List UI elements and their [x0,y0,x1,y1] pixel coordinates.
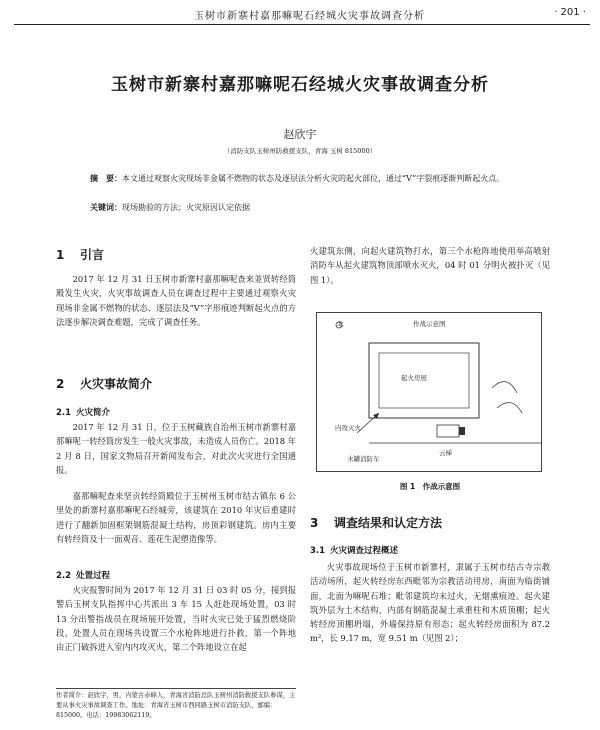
author-name: 赵欣宇 [283,128,317,141]
water-spray-arc [492,382,517,393]
author-footnote: 作者简介：赵欣宇，男，内蒙古赤峰人，青海省消防总队玉树州消防救援支队参谋，主要从事火灾事故调查工作。地址：青海省玉树市西同路玉树市消防支队，邮编：815000。电话：19983062119。 [56,688,296,721]
section-1-paragraph: 2017 年 12 月 31 日玉树市新寨村嘉那嘛呢查来並贤转经筒殿发生火灾，火灾事故调查人员在调查过程中主要通过观察火灾现场非金属不燃物的状态、逐层法及“V”字形痕迹判断起火点的方法逐步解决调查难题，完成了调查任务。 [56,274,296,327]
running-title: 玉树市新寨村嘉那嘛呢石经城火灾事故调查分析 [194,11,425,22]
section-2-heading [56,375,296,392]
subsection-title: 火灾调查过程概述 [330,546,399,556]
section-title: 调查结果和认定方法 [334,516,443,530]
section-2-1-paragraph-1: 2017 年 12 月 31 日，位于玉树藏族自治州玉树市新寨村嘉那嘛呢一转经筒房发生一般火灾事故，未造成人员伤亡。2018 年 2 月 8 日，国家文物局召开新闻发布会，对此次火灾进行全国通报。 [56,422,296,475]
abstract [90,172,540,185]
section-3-1-paragraph: 火灾事故现场位于玉树市新寨村，隶属于玉树市结古寺宗教活动场所，起火转经房东西毗邻为宗教活动用房，南面为临街铺面，北面为嘛呢石堆；毗邻建筑均未过火，无烟熏痕迹。起火建筑外层为土木结构，内部有钢筋混凝土承重柱和木质顶棚；起火转经房顶棚坍塌，外墙保持原有形态；起火转经房面积为 87.2 m²，长 9.17 m，宽 9.51 m（见图 2）； [310,562,550,644]
ladder-truck [437,425,459,437]
section-2-2-paragraph: 火灾报警时间为 2017 年 12 月 31 日 03 时 05 分，接到报警后玉树支队指挥中心共派出 3 车 15 人赶赴现场处置，03 时 13 分出警指战员在现场展开处置，当时火灾已处于猛烈燃烧阶段。处置人员在现场共设置三个水枪阵地进行扑救，第一个阵地由正门破拆进入室内内攻灭火，第二个阵地设立在起 [56,585,296,653]
section-2-2-heading [56,569,296,581]
section-2-1-heading [56,406,296,418]
section-number: 1 [56,248,65,262]
water-spray-arc [497,403,522,413]
subsection-number: 2.1 [56,408,72,418]
section-title: 火灾事故简介 [80,377,153,391]
figure-1-caption: 图 1 作战示意图 [399,482,461,491]
running-header [14,4,590,25]
section-3-1-heading [310,544,550,556]
diagram-label: 作战示意图 [413,320,446,328]
keywords [90,202,540,213]
section-number: 2 [56,377,65,391]
keywords-label: 关键词： [90,203,122,212]
building-label: 起火房屋 [401,374,427,382]
subsection-title: 处置过程 [76,571,111,581]
subsection-number: 3.1 [310,546,326,556]
section-3-heading [310,514,550,531]
section-number: 3 [310,516,319,530]
keywords-text: 现场勘验的方法；火灾原因认定依据 [122,203,250,212]
page-number: · 201 · [554,7,586,18]
ladder-label: 云梯 [439,449,452,457]
article-title: 玉树市新寨村嘉那嘛呢石经城火灾事故调查分析 [111,75,489,95]
station-label: 水罐消防车 [347,455,380,463]
abstract-text: 本文通过观察火灾现场非金属不燃物的状态及逐层法分析火灾的起火部位，通过“V”字裂痕逐渐判断起火点。 [122,174,505,183]
attack-label: 内攻灭火 [335,424,361,432]
subsection-number: 2.2 [56,571,72,581]
section-2-2-continued: 火建筑东侧，向起火建筑物打水，第三个水枪阵地使用举高喷射消防车从起火建筑物顶部喷水灭火，04 时 01 分明火被扑灭（见图 1）。 [310,246,550,285]
figure-1-drawing [317,313,541,471]
author-affiliation: （消防支队玉树州防救援支队，青海 玉树 815000） [223,147,377,155]
subsection-title: 火灾简介 [76,408,111,418]
abstract-label: 摘 要： [90,174,122,183]
figure-1-diagram [316,312,542,472]
section-2-1-paragraph-2: 嘉那嘛呢查来坚贡转经筒殿位于玉树州玉树市结古镇东 6 公里处的新寨村嘉那嘛呢石经城旁，该建筑在 2010 年灾后重建时进行了翻新加固框架钢筋混凝土结构，房顶彩钢建筑。房内主要有转经筒及十一面观音、莲花生泥塑造像等。 [56,491,296,544]
section-1-heading [56,246,296,263]
ladder-truck-cab [459,427,465,435]
section-title: 引言 [80,248,105,262]
north-label: 北 [337,320,344,328]
